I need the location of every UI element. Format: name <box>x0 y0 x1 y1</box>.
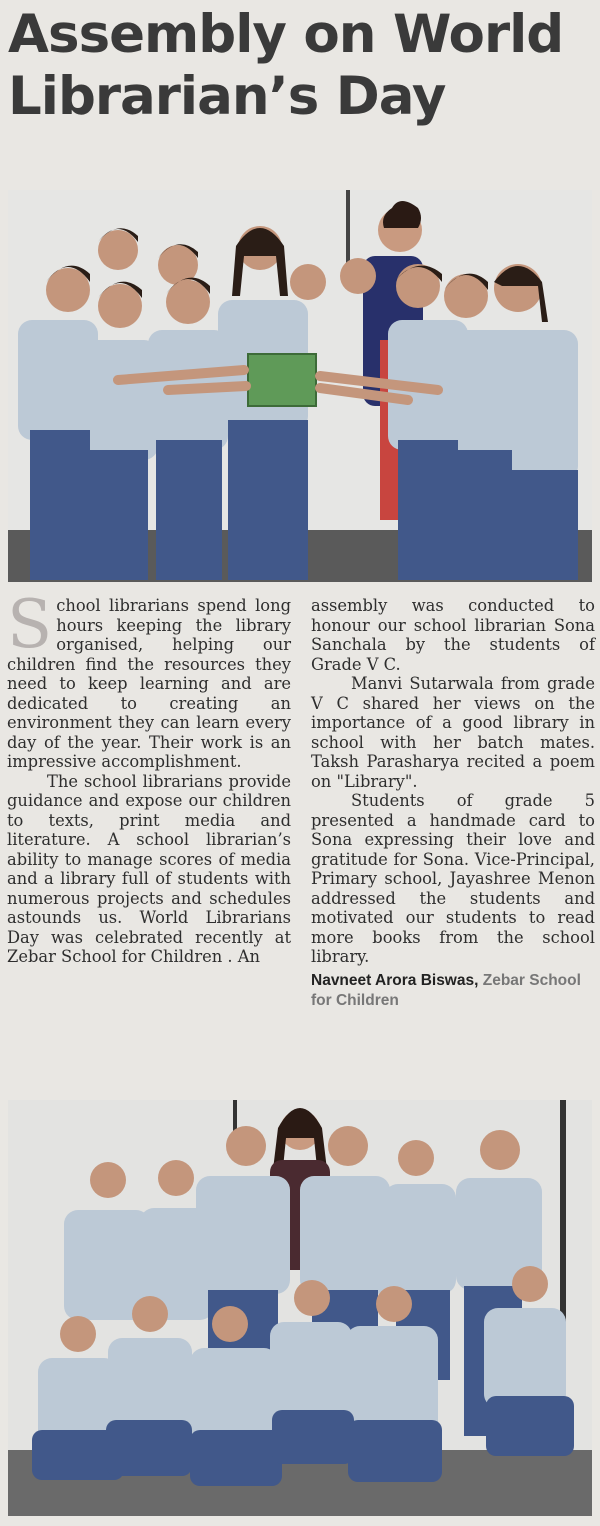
article-column-right <box>311 596 595 1011</box>
paragraph-1-text: chool librarians spend long hours keeping the library organised, helping our children find the resources they need to keep learning and are dedicated to creating an environment they can learn every day of the year. Their work is an impressive accomplishment. <box>7 596 291 771</box>
byline-school: Zebar School for Children <box>311 971 581 1009</box>
paragraph-5: Students of grade 5 presented a handmade card to Sona expressing their love and gratitude for Sona. Vice-Principal, Primary school, Jayashree Menon addressed the students and motivated our students to read more books from the school library. <box>311 791 595 966</box>
article-column-left <box>7 586 291 967</box>
headline-line-1: Assembly on World <box>8 4 564 65</box>
photo-class-group-illustration <box>8 1100 592 1516</box>
byline-author: Navneet Arora Biswas, <box>311 971 479 989</box>
photo-students-with-card <box>8 190 592 582</box>
headline-line-2: Librarian’s Day <box>8 66 446 127</box>
drop-cap: S <box>7 586 53 663</box>
byline <box>311 971 595 1011</box>
photo-students-with-card-illustration <box>8 190 592 582</box>
headline <box>8 4 592 128</box>
paragraph-4: Manvi Sutarwala from grade V C shared her views on the importance of a good library in school with her batch mates. Taksh Parasharya recited a poem on "Library". <box>311 674 595 791</box>
paragraph-2: The school librarians provide guidance and expose our children to texts, print media and literature. A school librarian’s ability to manage scores of media and a library full of students with numerous projects and schedules astounds us. World Librarians Day was celebrated recently at Zebar School for Children . An <box>7 771 291 966</box>
photo-class-group <box>8 1100 592 1516</box>
paragraph-1 <box>7 586 291 772</box>
paragraph-3: assembly was conducted to honour our school librarian Sona Sanchala by the students of Grade V C. <box>311 596 595 674</box>
